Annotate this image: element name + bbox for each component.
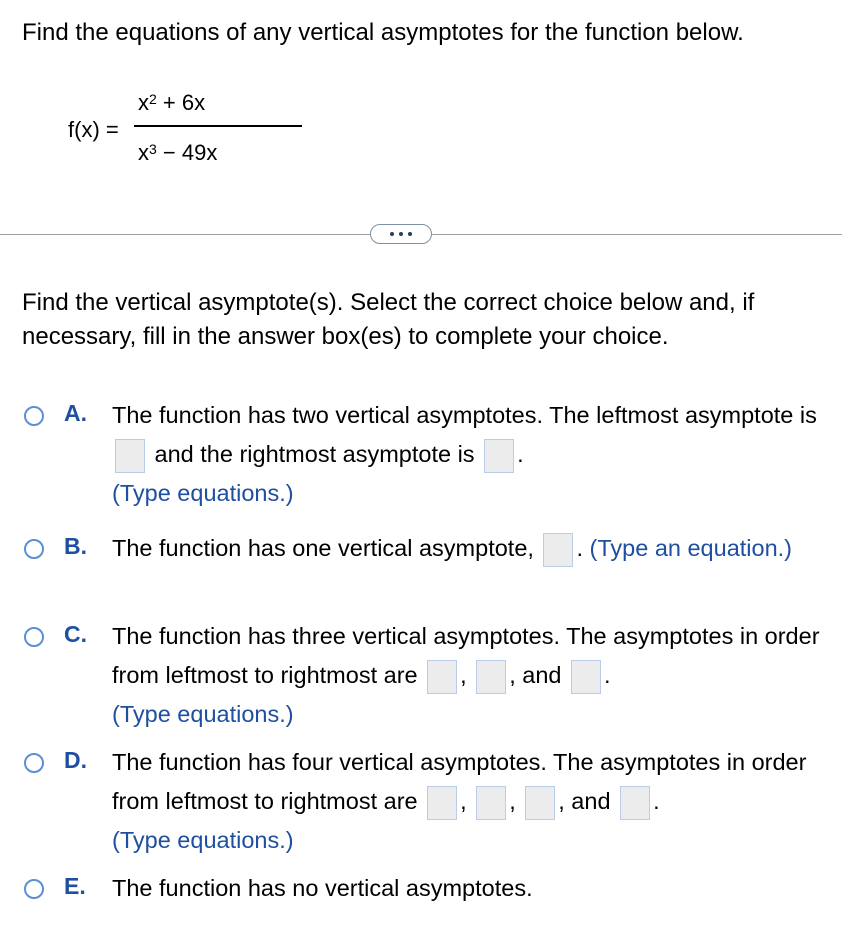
- radio-a[interactable]: [24, 406, 44, 426]
- answer-box-d3[interactable]: [525, 786, 555, 820]
- answer-box-b1[interactable]: [543, 533, 573, 567]
- hint-c: (Type equations.): [112, 701, 294, 727]
- choice-letter: A.: [64, 400, 87, 426]
- instruction-text: Find the vertical asymptote(s). Select the correct choice below and, if necessary, fill in the answer box(es) to complete your choice.: [22, 289, 755, 350]
- hint-d: (Type equations.): [112, 827, 294, 853]
- answer-box-d4[interactable]: [620, 786, 650, 820]
- answer-box-d1[interactable]: [427, 786, 457, 820]
- answer-box-a2[interactable]: [484, 439, 514, 473]
- question-text: Find the equations of any vertical asymptotes for the function below.: [22, 19, 744, 46]
- ellipsis-icon: [390, 232, 394, 236]
- choice-letter: B.: [64, 533, 87, 559]
- more-options-button[interactable]: [370, 224, 432, 244]
- choice-letter: C.: [64, 621, 87, 647]
- radio-d[interactable]: [24, 753, 44, 773]
- choice-letter: E.: [64, 873, 86, 899]
- answer-box-d2[interactable]: [476, 786, 506, 820]
- numerator: $x^2 + 6x$: [138, 90, 206, 115]
- answer-box-a1[interactable]: [115, 439, 145, 473]
- fraction-line: [134, 125, 302, 127]
- radio-e[interactable]: [24, 879, 44, 899]
- function-formula: [68, 78, 268, 178]
- answer-box-c1[interactable]: [427, 660, 457, 694]
- answer-box-c3[interactable]: [571, 660, 601, 694]
- hint-b: (Type an equation.): [589, 535, 793, 561]
- denominator: $x^3 - 49x$: [138, 140, 218, 165]
- hint-a: (Type equations.): [112, 480, 294, 506]
- answer-box-c2[interactable]: [476, 660, 506, 694]
- function-lhs: f(x) =: [68, 117, 119, 142]
- choice-letter: D.: [64, 747, 87, 773]
- radio-b[interactable]: [24, 539, 44, 559]
- radio-c[interactable]: [24, 627, 44, 647]
